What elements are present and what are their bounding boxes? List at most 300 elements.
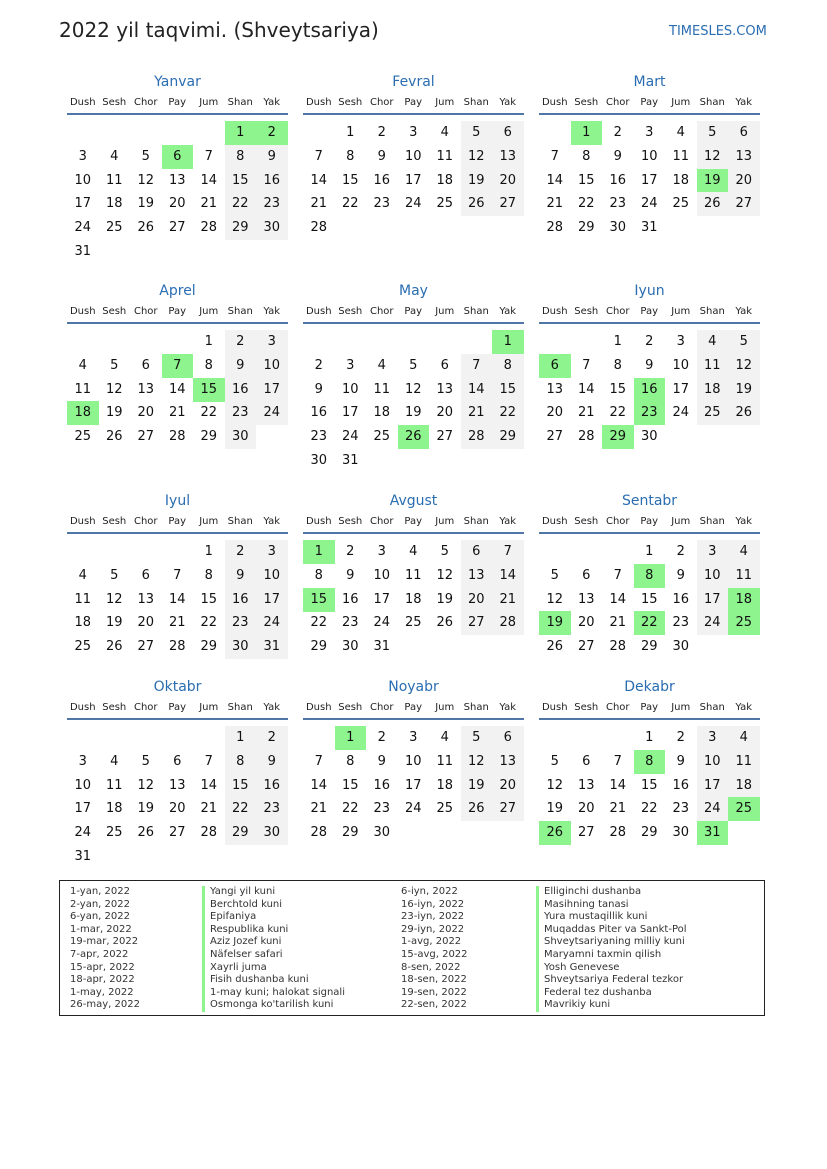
weekday-label: Jum [671, 516, 691, 527]
day-cell: 10 [74, 172, 92, 188]
weekday-label: Chor [369, 97, 394, 108]
weekday-label: Yak [735, 97, 753, 108]
weekday-label: Yak [263, 306, 281, 317]
day-cell: 5 [461, 121, 493, 145]
holiday-day-cell: 6 [539, 354, 571, 378]
weekday-label: Yak [499, 702, 517, 713]
day-cell: 19 [404, 405, 422, 421]
day-cell: 29 [640, 639, 658, 655]
day-cell: 26 [461, 192, 493, 216]
holiday-day-cell: 1 [571, 121, 603, 145]
day-cell: 14 [168, 591, 186, 607]
weekday-label: Sesh [574, 97, 599, 108]
header-rule [303, 113, 524, 115]
day-cell: 17 [404, 172, 422, 188]
weekday-label: Shan [699, 702, 725, 713]
weekday-label: Sesh [338, 702, 363, 713]
day-cell: 15 [200, 591, 218, 607]
weekday-label: Sesh [338, 516, 363, 527]
day-cell: 24 [74, 220, 92, 236]
day-cell: 21 [492, 588, 524, 612]
day-cell: 26 [105, 639, 123, 655]
day-cell: 23 [225, 611, 257, 635]
day-cell: 23 [256, 192, 288, 216]
day-cell: 18 [74, 615, 92, 631]
day-cell: 27 [137, 429, 155, 445]
day-cell: 13 [546, 381, 564, 397]
day-cell: 28 [200, 220, 218, 236]
legend-date: 8-sen, 2022 [401, 961, 461, 973]
weekday-label: Dush [541, 516, 568, 527]
holiday-day-cell: 18 [728, 588, 760, 612]
day-cell: 11 [436, 753, 454, 769]
weekday-label: Shan [463, 97, 489, 108]
holiday-day-cell: 26 [539, 821, 571, 845]
weekday-label: Dush [69, 702, 96, 713]
legend-holiday-name: Osmonga ko'tarilish kuni [202, 999, 345, 1012]
weekday-label: Shan [227, 702, 253, 713]
header-rule [67, 532, 288, 534]
day-cell: 10 [697, 564, 729, 588]
day-cell: 18 [373, 405, 391, 421]
legend-holiday-name: Epifaniya [202, 911, 345, 924]
legend-date: 1-may, 2022 [70, 986, 134, 998]
day-cell: 17 [697, 588, 729, 612]
day-cell: 25 [697, 401, 729, 425]
weekday-label: Jum [671, 702, 691, 713]
day-cell: 12 [105, 381, 123, 397]
day-cell: 28 [546, 220, 564, 236]
legend-holiday-name: Shveytsariyaning milliy kuni [536, 936, 687, 949]
month-sentabr [539, 493, 760, 693]
day-cell: 20 [492, 774, 524, 798]
holiday-day-cell: 19 [539, 611, 571, 635]
day-cell: 22 [492, 401, 524, 425]
day-cell: 3 [256, 540, 288, 564]
day-cell: 12 [697, 145, 729, 169]
day-cell: 12 [728, 354, 760, 378]
day-cell: 6 [728, 121, 760, 145]
weekday-label: Pay [640, 516, 659, 527]
day-cell: 19 [728, 378, 760, 402]
day-cell: 26 [461, 797, 493, 821]
day-cell: 9 [225, 354, 257, 378]
header-rule [539, 322, 760, 324]
day-cell: 3 [645, 125, 654, 140]
month-name: Oktabr [153, 679, 202, 695]
day-cell: 11 [728, 564, 760, 588]
day-cell: 27 [436, 429, 454, 445]
day-cell: 24 [74, 825, 92, 841]
legend-date: 22-sen, 2022 [401, 999, 467, 1011]
legend-date: 6-iyn, 2022 [401, 886, 458, 897]
weekday-label: Jum [671, 97, 691, 108]
day-cell: 15 [577, 172, 595, 188]
day-cell: 4 [676, 125, 685, 140]
day-cell: 12 [137, 777, 155, 793]
day-cell: 11 [436, 148, 454, 164]
day-cell: 14 [609, 591, 627, 607]
day-cell: 28 [461, 425, 493, 449]
day-cell: 6 [141, 567, 150, 583]
holiday-day-cell: 1 [303, 540, 335, 564]
holiday-day-cell: 31 [697, 821, 729, 845]
weekday-label: Dush [541, 306, 568, 317]
legend-date: 23-iyn, 2022 [401, 911, 465, 923]
day-cell: 8 [492, 354, 524, 378]
day-cell: 22 [200, 615, 218, 631]
day-cell: 29 [225, 821, 257, 845]
day-cell: 4 [377, 357, 386, 373]
day-cell: 11 [373, 381, 391, 397]
holiday-day-cell: 1 [335, 726, 367, 750]
weekday-label: Yak [499, 516, 517, 527]
day-cell: 30 [310, 453, 328, 468]
day-cell: 20 [168, 196, 186, 212]
header-rule [67, 718, 288, 720]
day-cell: 13 [728, 145, 760, 169]
legend-holiday-name: Mavrikiy kuni [536, 999, 687, 1012]
legend-date: 18-apr, 2022 [70, 974, 135, 986]
weekday-label: Dush [541, 702, 568, 713]
weekday-label: Pay [640, 97, 659, 108]
day-cell: 20 [728, 169, 760, 193]
day-cell: 31 [256, 635, 288, 659]
day-cell: 7 [314, 753, 323, 769]
weekday-label: Chor [133, 516, 158, 527]
legend-date: 19-sen, 2022 [401, 986, 467, 998]
day-cell: 23 [672, 801, 690, 817]
weekday-label: Dush [305, 97, 332, 108]
weekday-label: Chor [133, 97, 158, 108]
weekday-label: Yak [499, 306, 517, 317]
day-cell: 21 [200, 801, 218, 817]
day-cell: 27 [492, 797, 524, 821]
day-cell: 12 [461, 750, 493, 774]
day-cell: 10 [74, 777, 92, 793]
day-cell: 17 [404, 777, 422, 793]
holiday-legend [59, 880, 765, 1016]
day-cell: 20 [461, 588, 493, 612]
month-noyabr [303, 679, 524, 879]
weekday-label: Chor [605, 516, 630, 527]
legend-date: 16-iyn, 2022 [401, 898, 465, 910]
holiday-day-cell: 8 [634, 750, 666, 774]
weekday-header [539, 97, 760, 109]
day-cell: 23 [672, 615, 690, 631]
holiday-day-cell: 1 [225, 121, 257, 145]
legend-date: 29-iyn, 2022 [401, 923, 465, 935]
day-cell: 12 [546, 591, 564, 607]
legend-holiday-name: Maryamni taxmin qilish [536, 949, 687, 962]
holiday-day-cell: 16 [634, 378, 666, 402]
day-cell: 15 [640, 591, 658, 607]
day-cell: 9 [314, 381, 323, 397]
month-aprel [67, 283, 288, 483]
day-cell: 31 [74, 244, 92, 259]
weekday-label: Sesh [574, 516, 599, 527]
day-cell: 9 [645, 357, 654, 373]
day-cell: 13 [137, 591, 155, 607]
day-cell: 2 [377, 730, 386, 745]
month-iyun [539, 283, 760, 483]
day-cell: 3 [78, 148, 87, 164]
day-cell: 7 [173, 567, 182, 583]
day-cell: 26 [697, 192, 729, 216]
day-cell: 13 [137, 381, 155, 397]
header-rule [303, 532, 524, 534]
day-cell: 9 [225, 564, 257, 588]
day-cell: 15 [225, 774, 257, 798]
weekday-header [303, 97, 524, 109]
day-cell: 4 [728, 726, 760, 750]
day-cell: 27 [577, 825, 595, 841]
day-cell: 16 [256, 774, 288, 798]
legend-dates-left [70, 886, 140, 1012]
weekday-label: Sesh [102, 97, 127, 108]
weekday-label: Yak [735, 516, 753, 527]
day-cell: 1 [613, 334, 622, 349]
day-cell: 19 [105, 615, 123, 631]
weekday-header [67, 516, 288, 528]
month-name: Sentabr [621, 493, 678, 509]
weekday-label: Pay [404, 306, 423, 317]
day-cell: 27 [168, 220, 186, 236]
header-rule [539, 532, 760, 534]
day-cell: 15 [609, 381, 627, 397]
day-cell: 9 [676, 753, 685, 769]
day-cell: 16 [609, 172, 627, 188]
weekday-header [539, 306, 760, 318]
day-cell: 2 [256, 726, 288, 750]
day-cell: 11 [105, 777, 123, 793]
day-cell: 13 [577, 591, 595, 607]
day-cell: 27 [728, 192, 760, 216]
day-cell: 15 [225, 169, 257, 193]
day-cell: 29 [341, 825, 359, 841]
month-name: May [399, 283, 428, 299]
day-cell: 16 [225, 588, 257, 612]
day-cell: 5 [141, 148, 150, 164]
day-cell: 21 [609, 801, 627, 817]
legend-date: 1-yan, 2022 [70, 886, 130, 897]
day-cell: 23 [373, 801, 391, 817]
day-cell: 15 [341, 777, 359, 793]
weekday-label: Shan [699, 516, 725, 527]
day-cell: 24 [697, 797, 729, 821]
legend-names-left [202, 886, 345, 1012]
day-cell: 7 [582, 357, 591, 373]
day-cell: 25 [672, 196, 690, 212]
day-cell: 12 [461, 145, 493, 169]
day-cell: 15 [640, 777, 658, 793]
day-cell: 25 [404, 615, 422, 631]
day-cell: 22 [310, 615, 328, 631]
weekday-label: Pay [168, 97, 187, 108]
day-cell: 30 [256, 216, 288, 240]
day-cell: 30 [225, 425, 257, 449]
day-cell: 19 [137, 801, 155, 817]
day-cell: 25 [74, 639, 92, 655]
day-cell: 7 [550, 148, 559, 164]
day-cell: 18 [105, 801, 123, 817]
legend-holiday-name: Shveytsariya Federal tezkor [536, 974, 687, 987]
day-cell: 17 [256, 378, 288, 402]
day-cell: 11 [697, 354, 729, 378]
day-cell: 28 [310, 220, 328, 236]
site-link[interactable]: TIMESLES.COM [669, 24, 767, 39]
weekday-label: Jum [199, 702, 219, 713]
day-cell: 7 [613, 753, 622, 769]
day-cell: 2 [645, 334, 654, 349]
day-cell: 12 [436, 567, 454, 583]
day-cell: 19 [436, 591, 454, 607]
legend-holiday-name: Elliginchi dushanba [536, 886, 687, 899]
month-name: Iyul [164, 493, 191, 509]
day-cell: 2 [676, 730, 685, 745]
day-cell: 23 [341, 615, 359, 631]
month-oktabr [67, 679, 288, 879]
day-cell: 5 [141, 753, 150, 769]
day-cell: 24 [373, 615, 391, 631]
weekday-label: Pay [404, 702, 423, 713]
month-name: Aprel [159, 283, 196, 299]
legend-holiday-name: Yura mustaqillik kuni [536, 911, 687, 924]
weekday-header [539, 516, 760, 528]
day-cell: 22 [200, 405, 218, 421]
header-rule [67, 322, 288, 324]
weekday-label: Yak [735, 306, 753, 317]
weekday-label: Chor [605, 702, 630, 713]
weekday-header [67, 702, 288, 714]
day-cell: 3 [409, 125, 418, 140]
day-cell: 4 [697, 330, 729, 354]
day-cell: 23 [373, 196, 391, 212]
day-cell: 5 [440, 544, 449, 559]
day-cell: 6 [440, 357, 449, 373]
weekday-label: Jum [671, 306, 691, 317]
day-cell: 5 [110, 357, 119, 373]
day-cell: 14 [492, 564, 524, 588]
day-cell: 4 [440, 730, 449, 745]
day-cell: 25 [105, 220, 123, 236]
day-cell: 11 [74, 381, 92, 397]
header-rule [539, 113, 760, 115]
day-cell: 8 [346, 753, 355, 769]
weekday-label: Jum [199, 306, 219, 317]
weekday-label: Chor [605, 97, 630, 108]
day-cell: 9 [676, 567, 685, 583]
day-cell: 14 [546, 172, 564, 188]
day-cell: 16 [256, 169, 288, 193]
weekday-label: Dush [69, 516, 96, 527]
month-fevral [303, 74, 524, 274]
day-cell: 7 [613, 567, 622, 583]
day-cell: 26 [105, 429, 123, 445]
day-cell: 4 [78, 567, 87, 583]
day-cell: 5 [550, 567, 559, 583]
day-cell: 28 [168, 429, 186, 445]
day-cell: 31 [74, 849, 92, 864]
day-cell: 11 [728, 750, 760, 774]
weekday-label: Yak [263, 516, 281, 527]
legend-date: 15-apr, 2022 [70, 961, 135, 973]
weekday-label: Shan [463, 516, 489, 527]
weekday-label: Sesh [574, 702, 599, 713]
day-cell: 1 [225, 726, 257, 750]
day-cell: 21 [200, 196, 218, 212]
day-cell: 31 [341, 453, 359, 468]
day-cell: 10 [373, 567, 391, 583]
month-name: Iyun [634, 283, 665, 299]
day-cell: 27 [492, 192, 524, 216]
day-cell: 20 [577, 801, 595, 817]
day-cell: 12 [404, 381, 422, 397]
holiday-day-cell: 26 [398, 425, 430, 449]
day-cell: 13 [492, 750, 524, 774]
weekday-label: Shan [227, 516, 253, 527]
day-cell: 24 [697, 611, 729, 635]
day-cell: 23 [609, 196, 627, 212]
day-cell: 5 [550, 753, 559, 769]
day-cell: 26 [137, 220, 155, 236]
day-cell: 17 [373, 591, 391, 607]
weekday-header [303, 702, 524, 714]
day-cell: 13 [168, 172, 186, 188]
day-cell: 16 [373, 777, 391, 793]
day-cell: 11 [105, 172, 123, 188]
month-name: Noyabr [388, 679, 439, 695]
day-cell: 8 [204, 567, 213, 583]
weekday-label: Chor [369, 306, 394, 317]
holiday-day-cell: 6 [162, 145, 194, 169]
legend-dates-right [401, 886, 468, 1012]
legend-holiday-name: Aziz Jozef kuni [202, 936, 345, 949]
day-cell: 10 [672, 357, 690, 373]
weekday-label: Jum [199, 97, 219, 108]
weekday-label: Jum [435, 97, 455, 108]
day-cell: 29 [492, 425, 524, 449]
day-cell: 6 [582, 753, 591, 769]
legend-holiday-name: Yosh Genevese [536, 962, 687, 975]
day-cell: 7 [314, 148, 323, 164]
day-cell: 8 [225, 750, 257, 774]
day-cell: 24 [404, 196, 422, 212]
day-cell: 2 [346, 544, 355, 559]
month-name: Fevral [392, 74, 435, 90]
legend-date: 7-apr, 2022 [70, 948, 129, 960]
day-cell: 17 [672, 381, 690, 397]
day-cell: 7 [204, 148, 213, 164]
legend-holiday-name: Respublika kuni [202, 924, 345, 937]
weekday-header [67, 306, 288, 318]
day-cell: 6 [492, 121, 524, 145]
header-rule [539, 718, 760, 720]
day-cell: 29 [200, 429, 218, 445]
weekday-label: Yak [263, 702, 281, 713]
weekday-label: Yak [499, 97, 517, 108]
day-cell: 30 [609, 220, 627, 236]
day-cell: 20 [137, 405, 155, 421]
day-cell: 31 [373, 639, 391, 655]
day-cell: 8 [613, 357, 622, 373]
day-cell: 3 [377, 544, 386, 559]
day-cell: 4 [440, 125, 449, 140]
day-cell: 10 [697, 750, 729, 774]
weekday-label: Dush [305, 702, 332, 713]
day-cell: 25 [74, 429, 92, 445]
day-cell: 21 [168, 615, 186, 631]
